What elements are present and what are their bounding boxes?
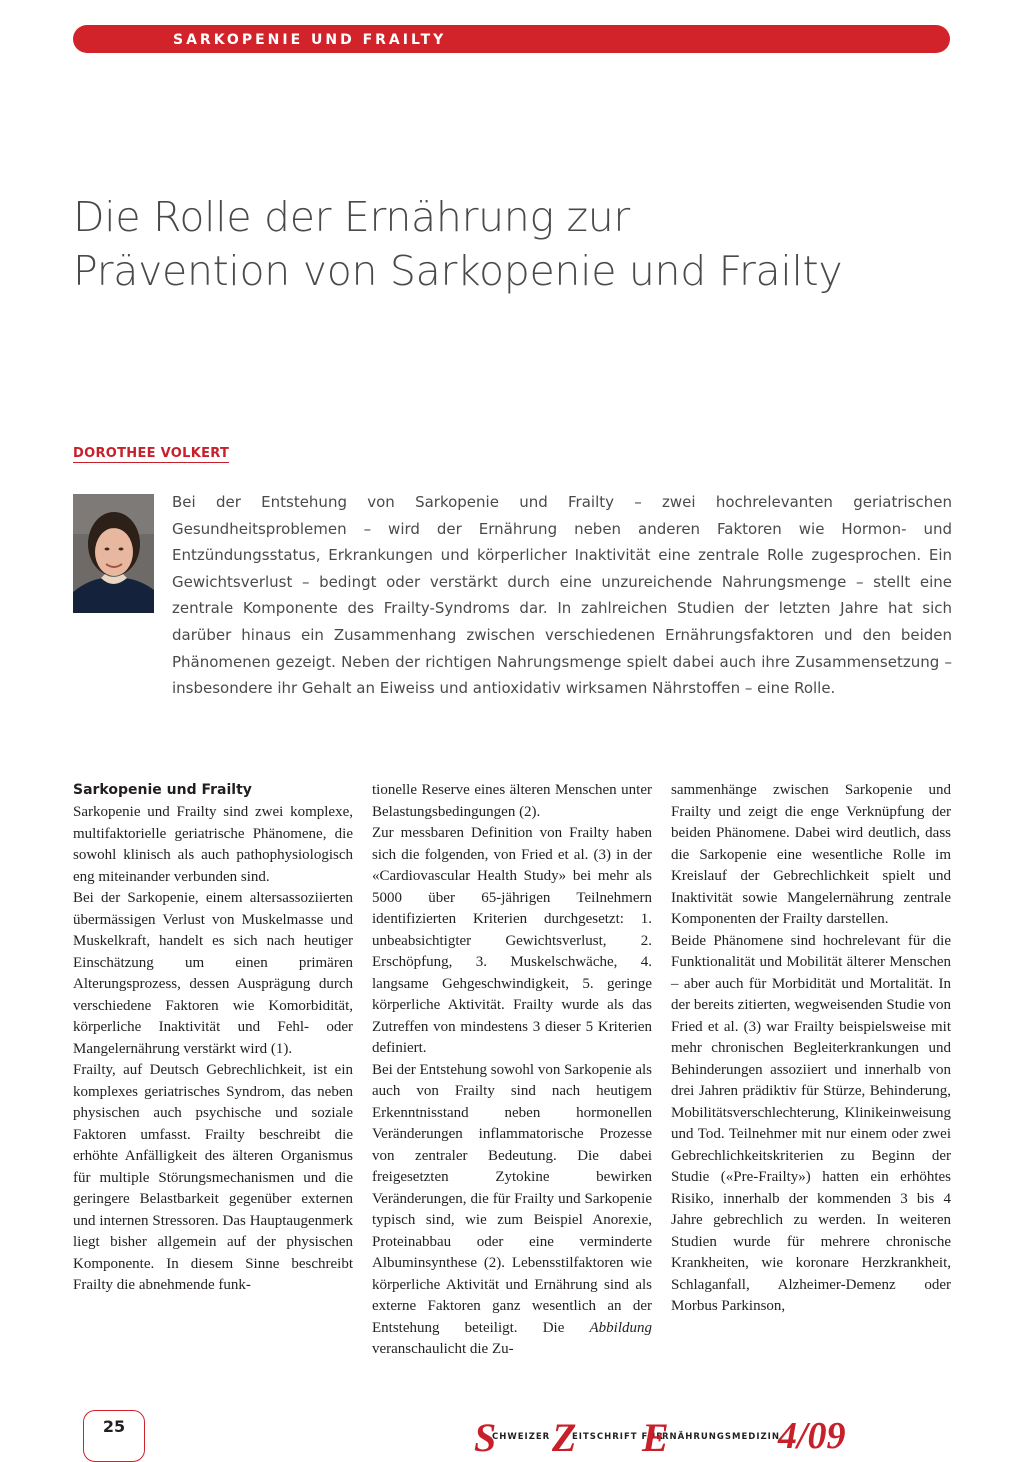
journal-logo xyxy=(474,1415,954,1460)
journal-logo-s-rest: CHWEIZER xyxy=(492,1432,551,1442)
article-title-line-2: Prävention von Sarkopenie und Frailty xyxy=(73,247,843,295)
body-paragraph: Beide Phänomene sind hochrelevant für die Funktionalität und Mobilität älterer Menschen – aber auch für Morbidität und Mortalität. In der bereits zitierten, wegweisenden Studie von Fried et al. (3) war Frailty beispielsweise mit mehr chronischen Begleiterkrankungen und Behinderungen assoziiert und innerhalb von drei Jahren prädiktiv für Stürze, Behinderung, Mobilitätsverschlechterung, Klinikeinweisung und Tod. Teilnehmer mit nur einem oder zwei Gebrechlichkeitskriterien zu Beginn der Studie («Pre-Frailty») hatten ein erhöhtes Risiko, innerhalb der kommenden 3 bis 4 Jahre gebrechlich zu werden. In weiteren Studien wurde für mehrere chronische Krankheiten, wie koronare Herzkrankheit, Schlaganfall, Alzheimer-Demenz oder Morbus Parkinson, xyxy=(671,932,951,1314)
article-title xyxy=(73,190,973,298)
body-text: Die xyxy=(542,1319,590,1336)
page-number-box xyxy=(83,1410,145,1462)
body-text: veranschaulicht die Zu- xyxy=(372,1341,514,1357)
body-paragraph: sammenhänge zwischen Sarkopenie und Frailty und zeigt die enge Verknüpfung der beiden Phänomene. Dabei wird deutlich, dass die Sarkopenie eine wesentliche Rolle im Kreislauf der Gebrechlichkeit spielt und Inaktivität sowie Mangelernährung zentrale Komponenten der Frailty darstellen. xyxy=(671,782,951,927)
author-name: DOROTHEE VOLKERT xyxy=(73,446,230,461)
journal-logo-z-rest: EITSCHRIFT FÜR xyxy=(572,1432,664,1442)
section-heading: Sarkopenie und Frailty xyxy=(73,782,252,798)
journal-issue: 4/09 xyxy=(778,1415,846,1457)
body-column-1 xyxy=(73,780,353,1297)
body-paragraph xyxy=(372,1060,652,1361)
body-paragraph: Sarkopenie und Frailty sind zwei komplexe, multifaktorielle geriatrische Phänomene, die sowohl klinisch als auch pathophysiologisch eng miteinander verbunden sind. xyxy=(73,804,353,885)
author-portrait xyxy=(73,494,154,613)
body-paragraph: Bei der Sarkopenie, einem altersassoziierten übermässigen Verlust von Muskelmasse und Muskelkraft, handelt es sich nach heutiger Einschätzung um einen primären Alterungsprozess, dessen Ausprägung durch verschiedene Faktoren wie Komorbidität, körperliche Inaktivität und Fehl- oder Mangelernährung verstärkt wird (1). xyxy=(73,890,353,1057)
journal-logo-e-rest: RNÄHRUNGSMEDIZIN xyxy=(662,1432,780,1442)
journal-logo-e: E xyxy=(642,1415,669,1460)
section-header-bar xyxy=(73,25,950,53)
body-paragraph: tionelle Reserve eines älteren Menschen unter Belastungsbedingungen (2). xyxy=(372,782,652,820)
journal-logo-z: Z xyxy=(552,1415,577,1460)
section-header-label: SARKOPENIE UND FRAILTY xyxy=(173,32,447,48)
page-number: 25 xyxy=(102,1417,126,1436)
body-paragraph: Zur messbaren Definition von Frailty haben sich die folgenden, von Fried et al. (3) in der «Cardiovascular Health Study» bei mehr als 5000 über 65-jährigen Teilnehmern identifizierten Kriterien durchgesetzt: 1. unbeabsichtigter Gewichtsverlust, 2. Erschöpfung, 3. Muskelschwäche, 4. langsame Gehgeschwindigkeit, 5. geringe körperliche Aktivität. Frailty wurde als das Zutreffen von mindestens 3 dieser 5 Kriterien definiert. xyxy=(372,825,652,1056)
body-text: Bei der Entstehung sowohl von Sarkopenie als auch von Frailty sind nach heutigem Erkenntnisstand neben hormonellen Veränderungen inflammatorische Prozesse von zentraler Bedeutung. Die dabei freigesetzten Zytokine bewirken Veränderungen, die für Frailty und Sarkopenie typisch sind, wie zum Beispiel Anorexie, Proteinabbau oder eine verminderte Albuminsynthese (2). Lebensstilfaktoren wie körperliche Aktivität und Ernährung sind als externe Faktoren ganz wesentlich an der Entstehung beteiligt. xyxy=(372,1061,652,1336)
figure-reference: Abbildung xyxy=(589,1319,652,1336)
article-title-line-1: Die Rolle der Ernährung zur xyxy=(73,193,630,241)
journal-logo-s: S xyxy=(474,1415,497,1460)
article-abstract: Bei der Entstehung von Sarkopenie und Frailty – zwei hochrelevanten geriatrischen Gesundheitsproblemen – wird der Ernährung neben anderen Faktoren wie Hormon- und Entzündungsstatus, Erkrankungen und körperlicher Inaktivität eine zentrale Rolle zugesprochen. Ein Gewichtsverlust – bedingt oder verstärkt durch eine unzureichende Nahrungsmenge – stellt eine zentrale Komponente des Frailty-Syndroms dar. In zahlreichen Studien der letzten Jahre hat sich darüber hinaus ein Zusammenhang zwischen verschiedenen Ernährungsfaktoren und den beiden Phänomenen gezeigt. Neben der richtigen Nahrungsmenge spielt dabei auch ihre Zusammensetzung – insbesondere ihr Gehalt an Eiweiss und antioxidativ wirksamen Nährstoffen – eine Rolle. xyxy=(172,493,952,698)
body-paragraph: Frailty, auf Deutsch Gebrechlichkeit, ist ein komplexes geriatrisches Syndrom, das neben physischen auch psychische und soziale Faktoren umfasst. Frailty beschreibt die erhöhte Anfälligkeit des älteren Organismus für multiple Störungsmechanismen und die geringere Belastbarkeit gegenüber externen und internen Stressoren. Das Hauptaugenmerk liegt bisher allgemein auf der physischen Komponente. In diesem Sinne beschreibt Frailty die abnehmende funk- xyxy=(73,1062,353,1293)
body-column-2 xyxy=(372,780,652,1361)
body-column-3 xyxy=(671,780,951,1318)
